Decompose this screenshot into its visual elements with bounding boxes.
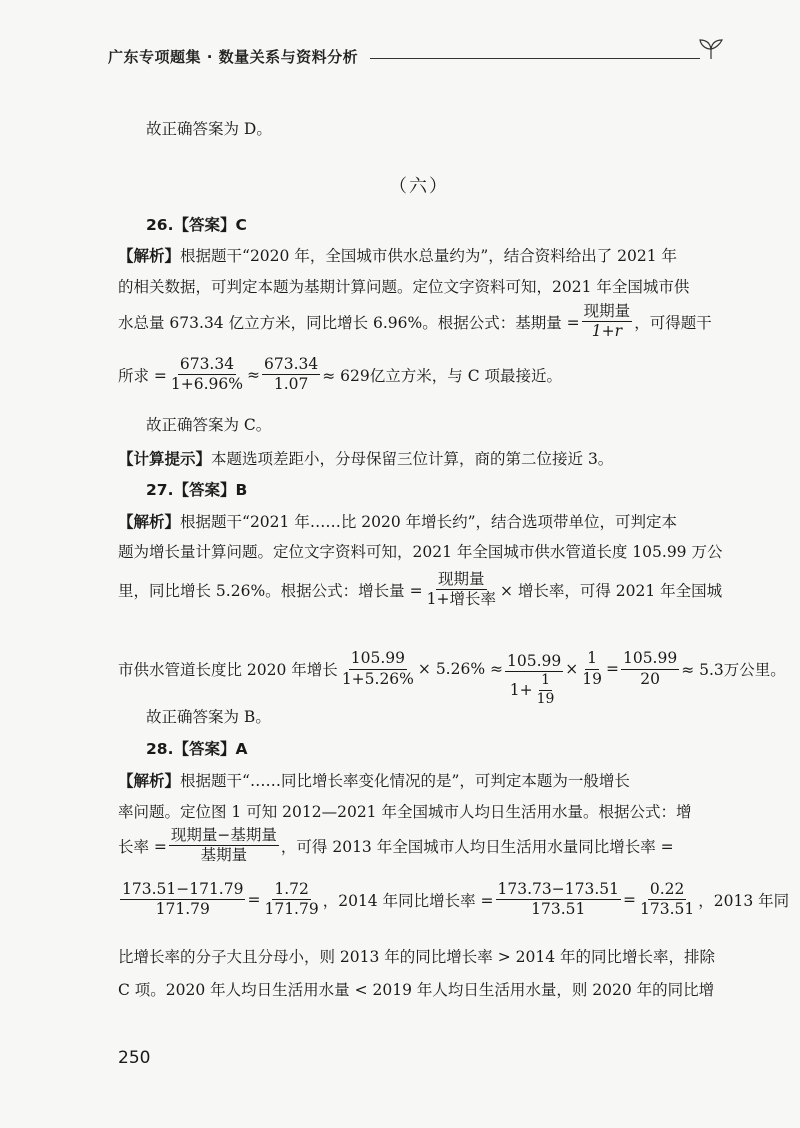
q26-answer-label: 26.【答案】C (146, 216, 247, 234)
calc-op: = (605, 660, 619, 679)
q26-answer (146, 213, 247, 235)
q28-calc (118, 880, 789, 920)
compound-fraction (505, 652, 563, 708)
tip-text: 本题选项差距小，分母保留三位计算，商的第二位接近 3。 (211, 450, 614, 468)
frac-num: 673.34 (262, 355, 320, 375)
q27-answer (146, 478, 247, 500)
q28-line-after-1: 比增长率的分子大且分母小，则 2013 年的同比增长率 > 2014 年的同比增长率，排除 (118, 948, 716, 966)
fraction (496, 880, 621, 920)
frac-den: 20 (640, 669, 660, 688)
frac-den: 173.51 (639, 900, 695, 919)
q28-answer (146, 737, 247, 759)
q26-line-2: 的相关数据，可判定本题为基期计算问题。定位文字资料可知，2021 年全国城市供 (118, 278, 690, 296)
calc-text: ，2014 年同比增长率 = (322, 891, 494, 910)
frac-num: 现期量 (436, 570, 487, 590)
q28-line-2: 率问题。定位图 1 可知 2012—2021 年全国城市人均日生活用水量。根据公式：增 (118, 803, 692, 821)
q26-conclusion: 故正确答案为 C。 (146, 416, 272, 434)
formula-base-period (582, 302, 633, 342)
frac-num: 1.72 (272, 880, 311, 900)
q27-text: 里，同比增长 5.26%。根据公式：增长量 = (118, 581, 423, 600)
frac-num: 105.99 (349, 649, 407, 669)
frac-den: 1.07 (273, 375, 309, 394)
frac-den: 173.51 (531, 900, 586, 919)
q27-line-1 (118, 510, 677, 532)
den-prefix: 1+ (509, 680, 533, 699)
calc-op: × 5.26% ≈ (417, 660, 503, 679)
q27-text: × 增长率，可得 2021 年全国城 (499, 581, 723, 600)
formula-growth (425, 570, 498, 610)
frac-den: 1+增长率 (426, 590, 496, 609)
q27-answer-label: 27.【答案】B (146, 481, 248, 499)
calc-text: ，2013 年同 (698, 891, 790, 910)
frac-den (508, 672, 561, 708)
fraction (120, 880, 245, 920)
q27-line-2: 题为增长量计算问题。定位文字资料可知，2021 年全国城市供水管道长度 105.99 万公 (118, 543, 723, 561)
frac-num: 105.99 (505, 652, 563, 672)
sprout-icon (698, 38, 724, 60)
fraction (580, 649, 604, 689)
frac-num: 现期量 (582, 302, 633, 322)
page-number: 250 (118, 1048, 151, 1068)
frac-num: 173.73−173.51 (496, 880, 621, 900)
q28-line-1 (118, 769, 630, 791)
q26-text: 根据题干“2020 年，全国城市供水总量约为”，结合资料给出了 2021 年 (180, 247, 678, 265)
q26-analysis-tag: 【解析】 (118, 247, 181, 265)
frac-den: 19 (536, 690, 555, 707)
frac-den: 171.79 (264, 900, 319, 919)
frac-den: 171.79 (155, 900, 210, 919)
calc-prefix: 所求 = (118, 366, 167, 385)
calc-op: = (622, 890, 636, 909)
calc-result: ≈ 5.3万公里。 (681, 661, 786, 680)
approx-sign: ≈ (247, 365, 261, 384)
fraction (262, 355, 320, 395)
fraction (262, 880, 320, 920)
frac-den: 19 (582, 669, 602, 688)
q27-analysis-tag: 【解析】 (118, 513, 181, 531)
tip-tag: 【计算提示】 (118, 450, 212, 468)
q26-text: 水总量 673.34 亿立方米，同比增长 6.96%。根据公式：基期量 = (118, 313, 580, 332)
frac-den: 1+r (591, 322, 623, 341)
q26-line-3 (118, 302, 712, 342)
calc-result: ≈ 629亿立方米，与 C 项最接近。 (322, 366, 562, 385)
header-title: 广东专项题集 · 数量关系与资料分析 (108, 48, 359, 66)
q28-line-3 (118, 826, 674, 866)
fraction (169, 355, 245, 395)
q26-tip (118, 447, 613, 469)
fraction (535, 672, 557, 708)
q27-text: 根据题干“2021 年……比 2020 年增长约”，结合选项带单位，可判定本 (180, 513, 678, 531)
q28-line-after-2: C 项。2020 年人均日生活用水量 < 2019 年人均日生活用水量，则 2020 年的同比增 (118, 981, 715, 999)
frac-num: 105.99 (621, 649, 679, 669)
frac-num: 1 (585, 649, 599, 669)
q28-text: ，可得 2013 年全国城市人均日生活用水量同比增长率 = (280, 837, 674, 856)
header-rule (370, 58, 700, 59)
formula-growth-rate (169, 826, 279, 866)
frac-num: 673.34 (178, 355, 236, 375)
frac-num: 173.51−171.79 (120, 880, 245, 900)
q26-calc (118, 355, 562, 395)
frac-den: 1+5.26% (341, 669, 414, 688)
q28-text: 根据题干“……同比增长率变化情况的是”，可判定本题为一般增长 (180, 772, 630, 790)
fraction (621, 649, 679, 689)
section-title: （六） (389, 176, 449, 197)
frac-num: 0.22 (648, 880, 687, 900)
q27-line-3 (118, 570, 722, 610)
prev-conclusion: 故正确答案为 D。 (146, 120, 272, 138)
q26-text: ，可得题干 (634, 313, 712, 332)
q27-calc (118, 630, 786, 708)
frac-num: 现期量−基期量 (169, 826, 279, 846)
fraction (638, 880, 696, 920)
q27-conclusion: 故正确答案为 B。 (146, 708, 271, 726)
q28-text: 长率 = (118, 837, 167, 856)
running-header (108, 46, 718, 78)
q28-analysis-tag: 【解析】 (118, 772, 181, 790)
calc-op: × (565, 660, 579, 679)
fraction (340, 649, 416, 689)
frac-num: 1 (539, 672, 552, 691)
q28-answer-label: 28.【答案】A (146, 740, 248, 758)
frac-den: 1+6.96% (170, 375, 244, 394)
q26-line-1 (118, 244, 677, 266)
calc-op: = (247, 890, 261, 909)
q27-text: 市供水管道长度比 2020 年增长 (118, 661, 338, 680)
frac-den: 基期量 (200, 846, 248, 865)
